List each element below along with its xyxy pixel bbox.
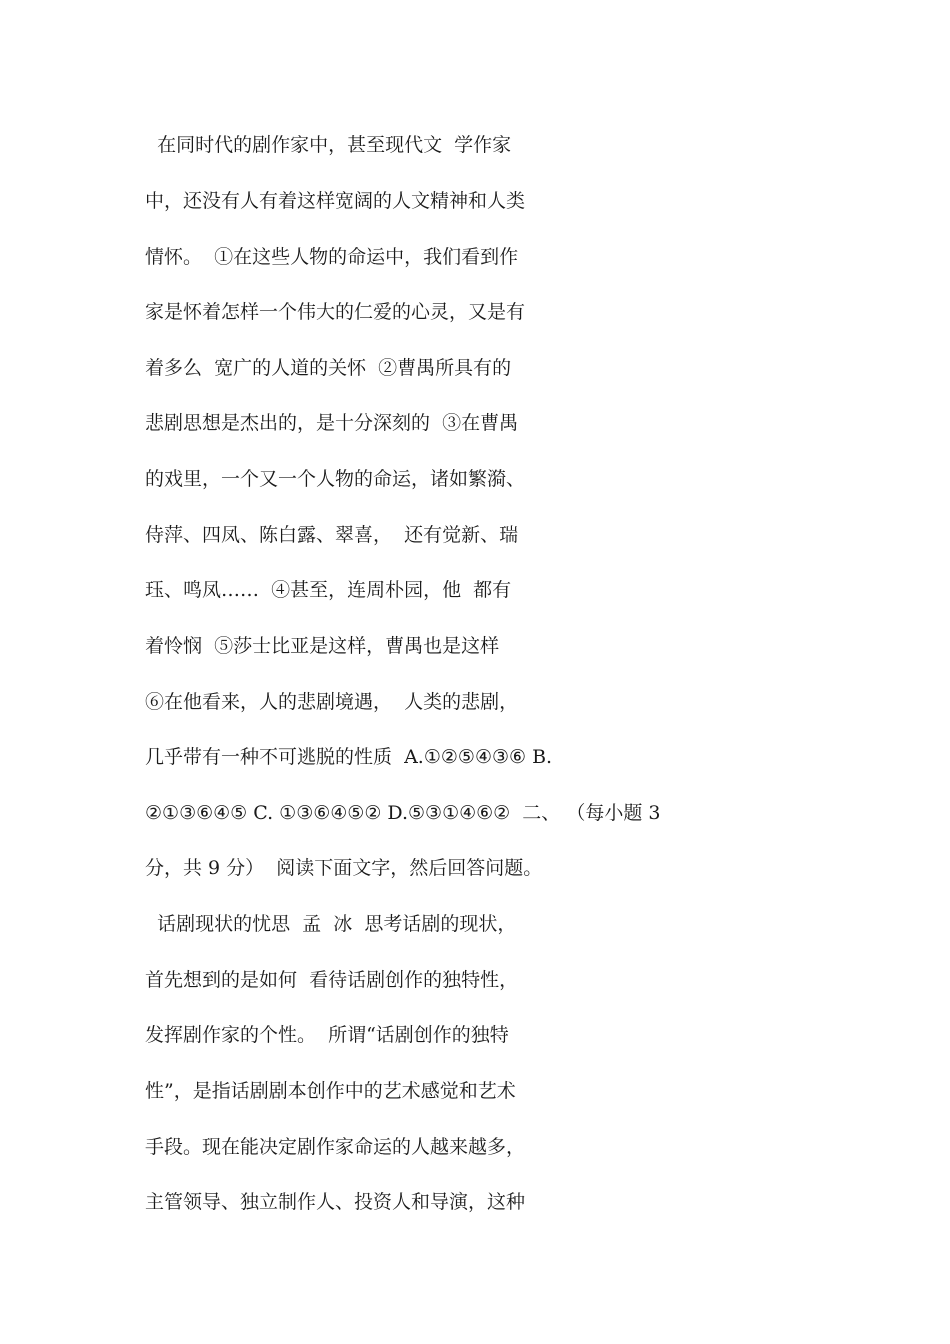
text-line: 珏、鸣凤…… ④甚至，连周朴园，他 都有 <box>145 579 512 601</box>
text-line: 分，共 9 分） 阅读下面文字，然后回答问题。 <box>145 857 543 879</box>
text-line: 首先想到的是如何 看待话剧创作的独特性， <box>145 969 519 991</box>
text-line: ⑥在他看来，人的悲剧境遇， 人类的悲剧， <box>145 691 519 713</box>
text-line: 在同时代的剧作家中，甚至现代文 学作家 <box>145 134 512 156</box>
text-line: 情怀。 ①在这些人物的命运中，我们看到作 <box>145 246 519 268</box>
text-line: 着怜悯 ⑤莎士比亚是这样，曹禺也是这样 <box>145 635 500 657</box>
text-line: 的戏里，一个又一个人物的命运，诸如繁漪、 <box>145 468 526 490</box>
text-line: 话剧现状的忧思 孟 冰 思考话剧的现状， <box>145 913 517 935</box>
text-line: 手段。现在能决定剧作家命运的人越来越多， <box>145 1136 526 1158</box>
text-line: 中，还没有人有着这样宽阔的人文精神和人类 <box>145 190 526 212</box>
text-line: 悲剧思想是杰出的，是十分深刻的 ③在曹禺 <box>145 412 519 434</box>
text-line: 家是怀着怎样一个伟大的仁爱的心灵，又是有 <box>145 301 526 323</box>
text-line: 发挥剧作家的个性。 所谓“话剧创作的独特 <box>145 1024 509 1046</box>
text-line: ②①③⑥④⑤ C. ①③⑥④⑤② D.⑤③①④⑥② 二、 （每小题 3 <box>145 802 661 824</box>
text-line: 性”，是指话剧剧本创作中的艺术感觉和艺术 <box>145 1080 516 1102</box>
text-line: 着多么 宽广的人道的关怀 ②曹禺所具有的 <box>145 357 512 379</box>
text-line: 几乎带有一种不可逃脱的性质 A.①②⑤④③⑥ B. <box>145 746 553 768</box>
text-line: 侍萍、四凤、陈白露、翠喜， 还有觉新、瑞 <box>145 524 519 546</box>
text-line: 主管领导、独立制作人、投资人和导演，这种 <box>145 1191 526 1213</box>
